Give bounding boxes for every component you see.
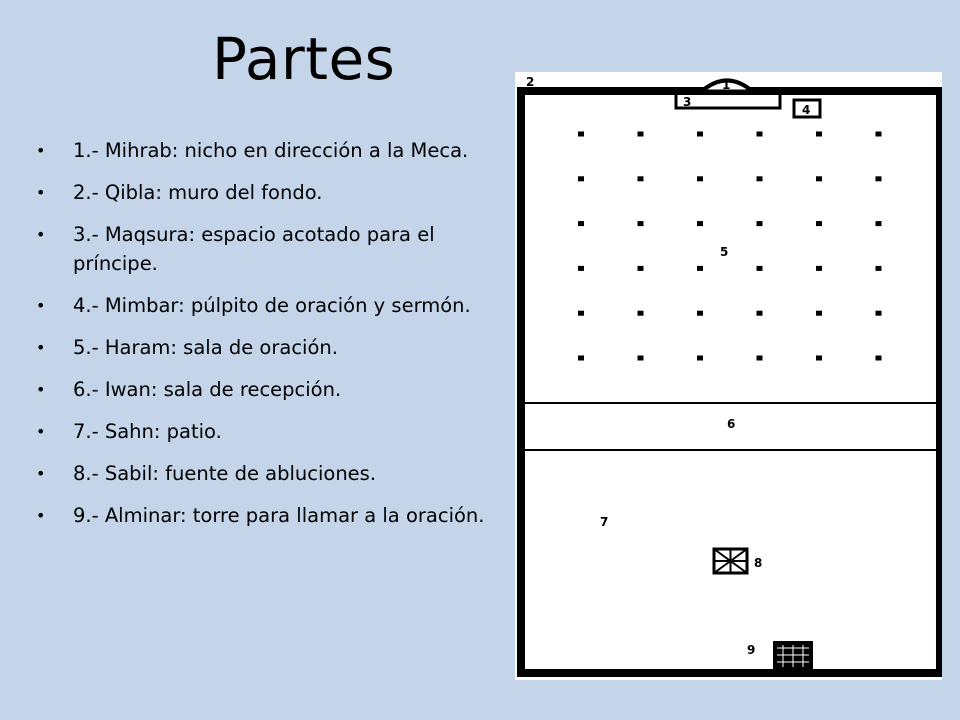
bullet-dot-icon: • — [36, 422, 46, 441]
label-maqsura: 3 — [683, 95, 692, 109]
bullet-dot-icon: • — [36, 225, 46, 244]
prayer-hall-columns — [578, 132, 882, 361]
column-pillar — [578, 132, 584, 137]
column-pillar — [638, 132, 644, 137]
mosque-plan-svg — [515, 72, 942, 680]
label-mihrab: 1 — [722, 78, 731, 92]
label-qibla: 2 — [526, 75, 535, 89]
column-pillar — [697, 311, 703, 316]
column-pillar — [757, 221, 763, 226]
column-pillar — [757, 266, 763, 271]
slide-title: Partes — [212, 25, 396, 93]
column-pillar — [578, 266, 584, 271]
bullet-sabil — [36, 459, 506, 488]
bullet-dot-icon: • — [36, 380, 46, 399]
bullet-dot-icon: • — [36, 141, 46, 160]
column-pillar — [638, 221, 644, 226]
column-pillar — [876, 132, 882, 137]
bullet-dot-icon: • — [36, 464, 46, 483]
bullet-text: 7.- Sahn: patio. — [73, 420, 222, 443]
bullet-dot-icon: • — [36, 338, 46, 357]
label-iwan: 6 — [727, 417, 736, 431]
label-sahn: 7 — [600, 515, 609, 529]
bullet-dot-icon: • — [36, 506, 46, 525]
bullet-text: 1.- Mihrab: nicho en dirección a la Meca. — [73, 139, 469, 162]
bullet-alminar — [36, 501, 506, 530]
column-pillar — [816, 132, 822, 137]
column-pillar — [638, 266, 644, 271]
bullet-list — [36, 136, 506, 543]
column-pillar — [816, 176, 822, 181]
column-pillar — [578, 356, 584, 361]
column-pillar — [757, 176, 763, 181]
column-pillar — [876, 266, 882, 271]
column-pillar — [757, 311, 763, 316]
label-haram: 5 — [720, 245, 729, 259]
column-pillar — [757, 132, 763, 137]
bullet-haram — [36, 333, 506, 362]
column-pillar — [757, 356, 763, 361]
sabil-fountain-icon — [714, 549, 747, 573]
column-pillar — [876, 176, 882, 181]
bullet-text: 9.- Alminar: torre para llamar a la oración. — [73, 504, 485, 527]
mosque-plan-diagram — [515, 72, 942, 680]
bullet-text: 2.- Qibla: muro del fondo. — [73, 181, 323, 204]
bullet-sahn — [36, 417, 506, 446]
bullet-qibla — [36, 178, 506, 207]
column-pillar — [876, 311, 882, 316]
bullet-text: 8.- Sabil: fuente de abluciones. — [73, 462, 377, 485]
bullet-iwan — [36, 375, 506, 404]
column-pillar — [638, 311, 644, 316]
bullet-dot-icon: • — [36, 183, 46, 202]
column-pillar — [876, 356, 882, 361]
bullet-maqsura — [36, 220, 506, 278]
label-mimbar: 4 — [802, 103, 811, 117]
alminar-tower-icon — [773, 641, 813, 669]
column-pillar — [697, 176, 703, 181]
column-pillar — [578, 176, 584, 181]
bullet-mimbar — [36, 291, 506, 320]
bullet-dot-icon: • — [36, 296, 46, 315]
bullet-text: 6.- Iwan: sala de recepción. — [73, 378, 342, 401]
bullet-mihrab — [36, 136, 506, 165]
bullet-text: 3.- Maqsura: espacio acotado para el príncipe. — [73, 223, 435, 275]
column-pillar — [816, 356, 822, 361]
bullet-text: 4.- Mimbar: púlpito de oración y sermón. — [73, 294, 471, 317]
column-pillar — [697, 356, 703, 361]
column-pillar — [578, 221, 584, 226]
column-pillar — [578, 311, 584, 316]
label-alminar: 9 — [747, 643, 756, 657]
column-pillar — [816, 221, 822, 226]
column-pillar — [816, 311, 822, 316]
column-pillar — [638, 176, 644, 181]
bullet-text: 5.- Haram: sala de oración. — [73, 336, 338, 359]
column-pillar — [638, 356, 644, 361]
label-sabil: 8 — [754, 556, 763, 570]
column-pillar — [697, 266, 703, 271]
column-pillar — [816, 266, 822, 271]
column-pillar — [697, 221, 703, 226]
column-pillar — [697, 132, 703, 137]
column-pillar — [876, 221, 882, 226]
